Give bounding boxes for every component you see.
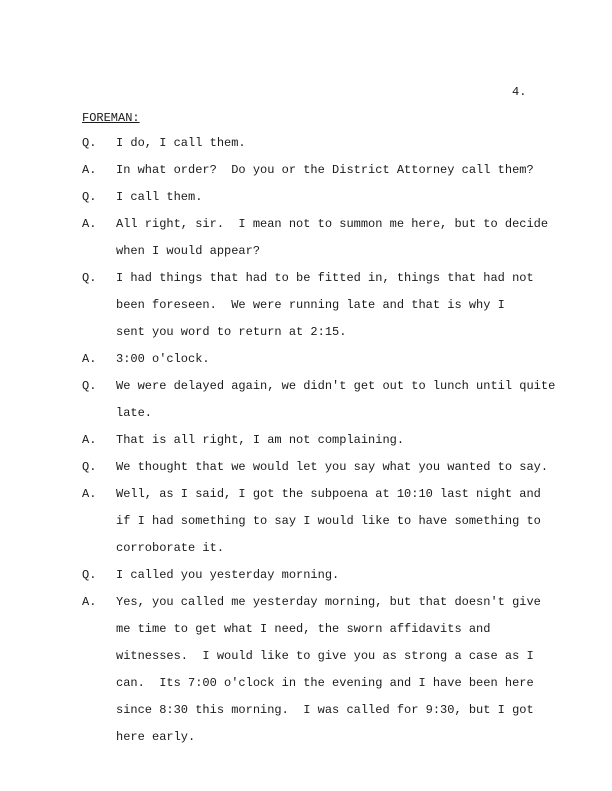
transcript-line: here early. [116,730,196,744]
transcript-line: since 8:30 this morning. I was called for 9:30, but I got [116,703,534,717]
transcript-line: corroborate it. [116,541,225,555]
speaker-marker: Q. [82,271,97,285]
transcript-line: In what order? Do you or the District Attorney call them? [116,163,534,177]
transcript-line: I call them. [116,190,203,204]
transcript-line: I called you yesterday morning. [116,568,340,582]
transcript-line: if I had something to say I would like to have something to [116,514,541,528]
transcript-line: We thought that we would let you say what you wanted to say. [116,460,549,474]
transcript-line: witnesses. I would like to give you as strong a case as I [116,649,534,663]
transcript-line: We were delayed again, we didn't get out to lunch until quite [116,379,556,393]
transcript-line: been foreseen. We were running late and that is why I [116,298,505,312]
speaker-marker: A. [82,487,97,501]
speaker-marker: A. [82,352,97,366]
speaker-marker: A. [82,217,97,231]
speaker-marker: Q. [82,379,97,393]
transcript-line: That is all right, I am not complaining. [116,433,405,447]
transcript-line: when I would appear? [116,244,261,258]
transcript-line: sent you word to return at 2:15. [116,325,347,339]
transcript-line: Yes, you called me yesterday morning, but that doesn't give [116,595,541,609]
transcript-line: late. [116,406,153,420]
speaker-marker: Q. [82,136,97,150]
transcript-line: 3:00 o'clock. [116,352,210,366]
speaker-heading: FOREMAN: [82,111,140,125]
speaker-marker: A. [82,163,97,177]
speaker-marker: A. [82,595,97,609]
transcript-line: I had things that had to be fitted in, things that had not [116,271,534,285]
speaker-marker: Q. [82,568,97,582]
transcript-line: me time to get what I need, the sworn affidavits and [116,622,491,636]
page-number: 4. [512,85,527,99]
speaker-marker: A. [82,433,97,447]
speaker-marker: Q. [82,460,97,474]
transcript-line: I do, I call them. [116,136,246,150]
speaker-marker: Q. [82,190,97,204]
transcript-line: Well, as I said, I got the subpoena at 10:10 last night and [116,487,541,501]
transcript-line: can. Its 7:00 o'clock in the evening and I have been here [116,676,534,690]
transcript-line: All right, sir. I mean not to summon me here, but to decide [116,217,549,231]
